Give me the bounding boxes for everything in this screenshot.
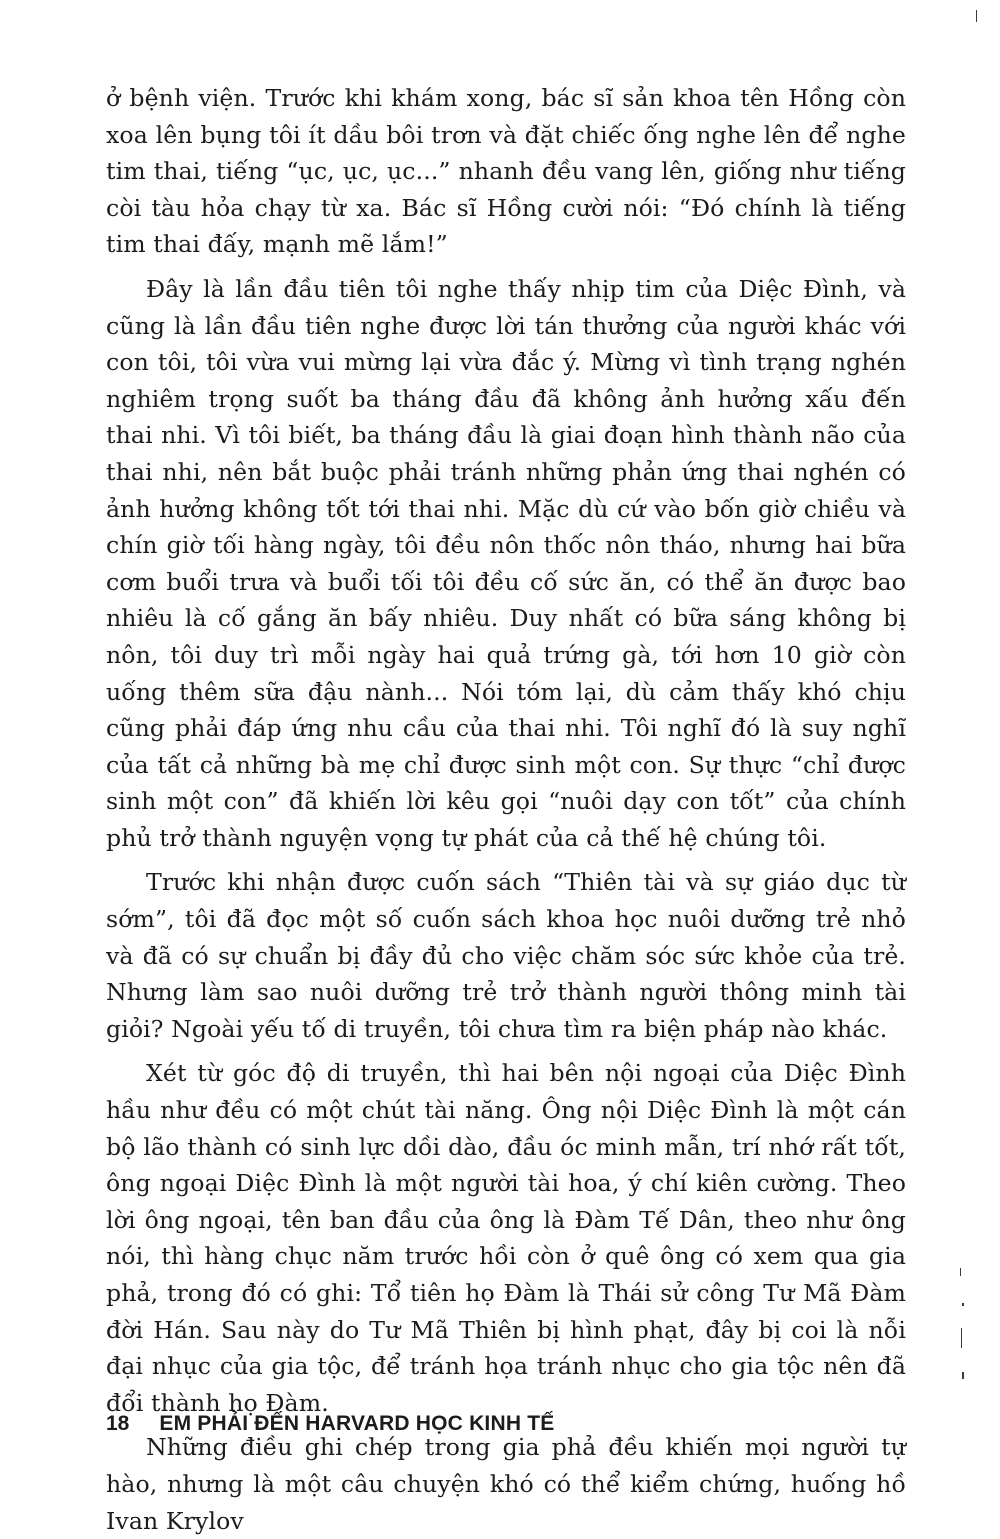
scan-mark (962, 1372, 964, 1379)
paragraph: Xét từ góc độ di truyền, thì hai bên nội ngoại của Diệc Đình hầu như đều có một chút tài năng. Ông nội Diệc Đình là một cán bộ lão thành có sinh lực dồi dào, đầu óc minh mẫn, trí nhớ rất tốt, ông ngoại Diệc Đình là một người tài hoa, ý chí kiên cường. Theo lời ông ngoại, tên ban đầu của ông là Đàm Tế Dân, theo như ông nói, thì hàng chục năm trước hồi còn ở quê ông có xem qua gia phả, trong đó có ghi: Tổ tiên họ Đàm là Thái sử công Tư Mã Đàm đời Hán. Sau này do Tư Mã Thiên bị hình phạt, đây bị coi là nỗi đại nhục của gia tộc, để tránh họa tránh nhục cho gia tộc nên đã đổi thành họ Đàm. (106, 1059, 906, 1417)
paragraph: Những điều ghi chép trong gia phả đều khiến mọi người tự hào, nhưng là một câu chuyện khó có thể kiểm chứng, huống hồ Ivan Krylov (106, 1433, 906, 1535)
paragraph: Đây là lần đầu tiên tôi nghe thấy nhịp tim của Diệc Đình, và cũng là lần đầu tiên nghe được lời tán thưởng của người khác với con tôi, tôi vừa vui mừng lại vừa đắc ý. Mừng vì tình trạng nghén nghiêm trọng suốt ba tháng đầu đã không ảnh hưởng xấu đến thai nhi. Vì tôi biết, ba tháng đầu là giai đoạn hình thành não của thai nhi, nên bắt buộc phải tránh những phản ứng thai nghén có ảnh hưởng không tốt tới thai nhi. Mặc dù cứ vào bốn giờ chiều và chín giờ tối hàng ngày, tôi đều nôn thốc nôn tháo, nhưng hai bữa cơm buổi trưa và buổi tối tôi đều cố sức ăn, có thể ăn được bao nhiêu là cố gắng ăn bấy nhiêu. Duy nhất có bữa sáng không bị nôn, tôi duy trì mỗi ngày hai quả trứng gà, tới hơn 10 giờ còn uống thêm sữa đậu nành... Nói tóm lại, dù cảm thấy khó chịu cũng phải đáp ứng nhu cầu của thai nhi. Tôi nghĩ đó là suy nghĩ của tất cả những bà mẹ chỉ được sinh một con. Sự thực “chỉ được sinh một con” đã khiến lời kêu gọi “nuôi dạy con tốt” của chính phủ trở thành nguyện vọng tự phát của cả thế hệ chúng tôi. (106, 274, 906, 852)
scan-mark (960, 1268, 961, 1276)
paragraph-continuation: ở bệnh viện. Trước khi khám xong, bác sĩ sản khoa tên Hồng còn xoa lên bụng tôi ít dầu bôi trơn và đặt chiếc ống nghe lên để nghe tim thai, tiếng “ục, ục, ục...” nhanh đều vang lên, giống như tiếng còi tàu hỏa chạy từ xa. Bác sĩ Hồng cười nói: “Đó chính là tiếng tim thai đấy, mạnh mẽ lắm!” (106, 84, 906, 259)
page-footer (106, 1412, 554, 1436)
paragraph: Trước khi nhận được cuốn sách “Thiên tài và sự giáo dục từ sớm”, tôi đã đọc một số cuốn sách khoa học nuôi dưỡng trẻ nhỏ và đã có sự chuẩn bị đầy đủ cho việc chăm sóc sức khỏe của trẻ. Nhưng làm sao nuôi dưỡng trẻ trở thành người thông minh tài giỏi? Ngoài yếu tố di truyền, tôi chưa tìm ra biện pháp nào khác. (106, 868, 906, 1043)
page-number: 18 (106, 1412, 130, 1435)
running-title: EM PHẢI ĐẾN HARVARD HỌC KINH TẾ (159, 1412, 555, 1435)
scan-mark (961, 1328, 962, 1348)
body-text (106, 80, 906, 1539)
scan-mark (976, 10, 977, 22)
scan-mark (962, 1303, 964, 1306)
